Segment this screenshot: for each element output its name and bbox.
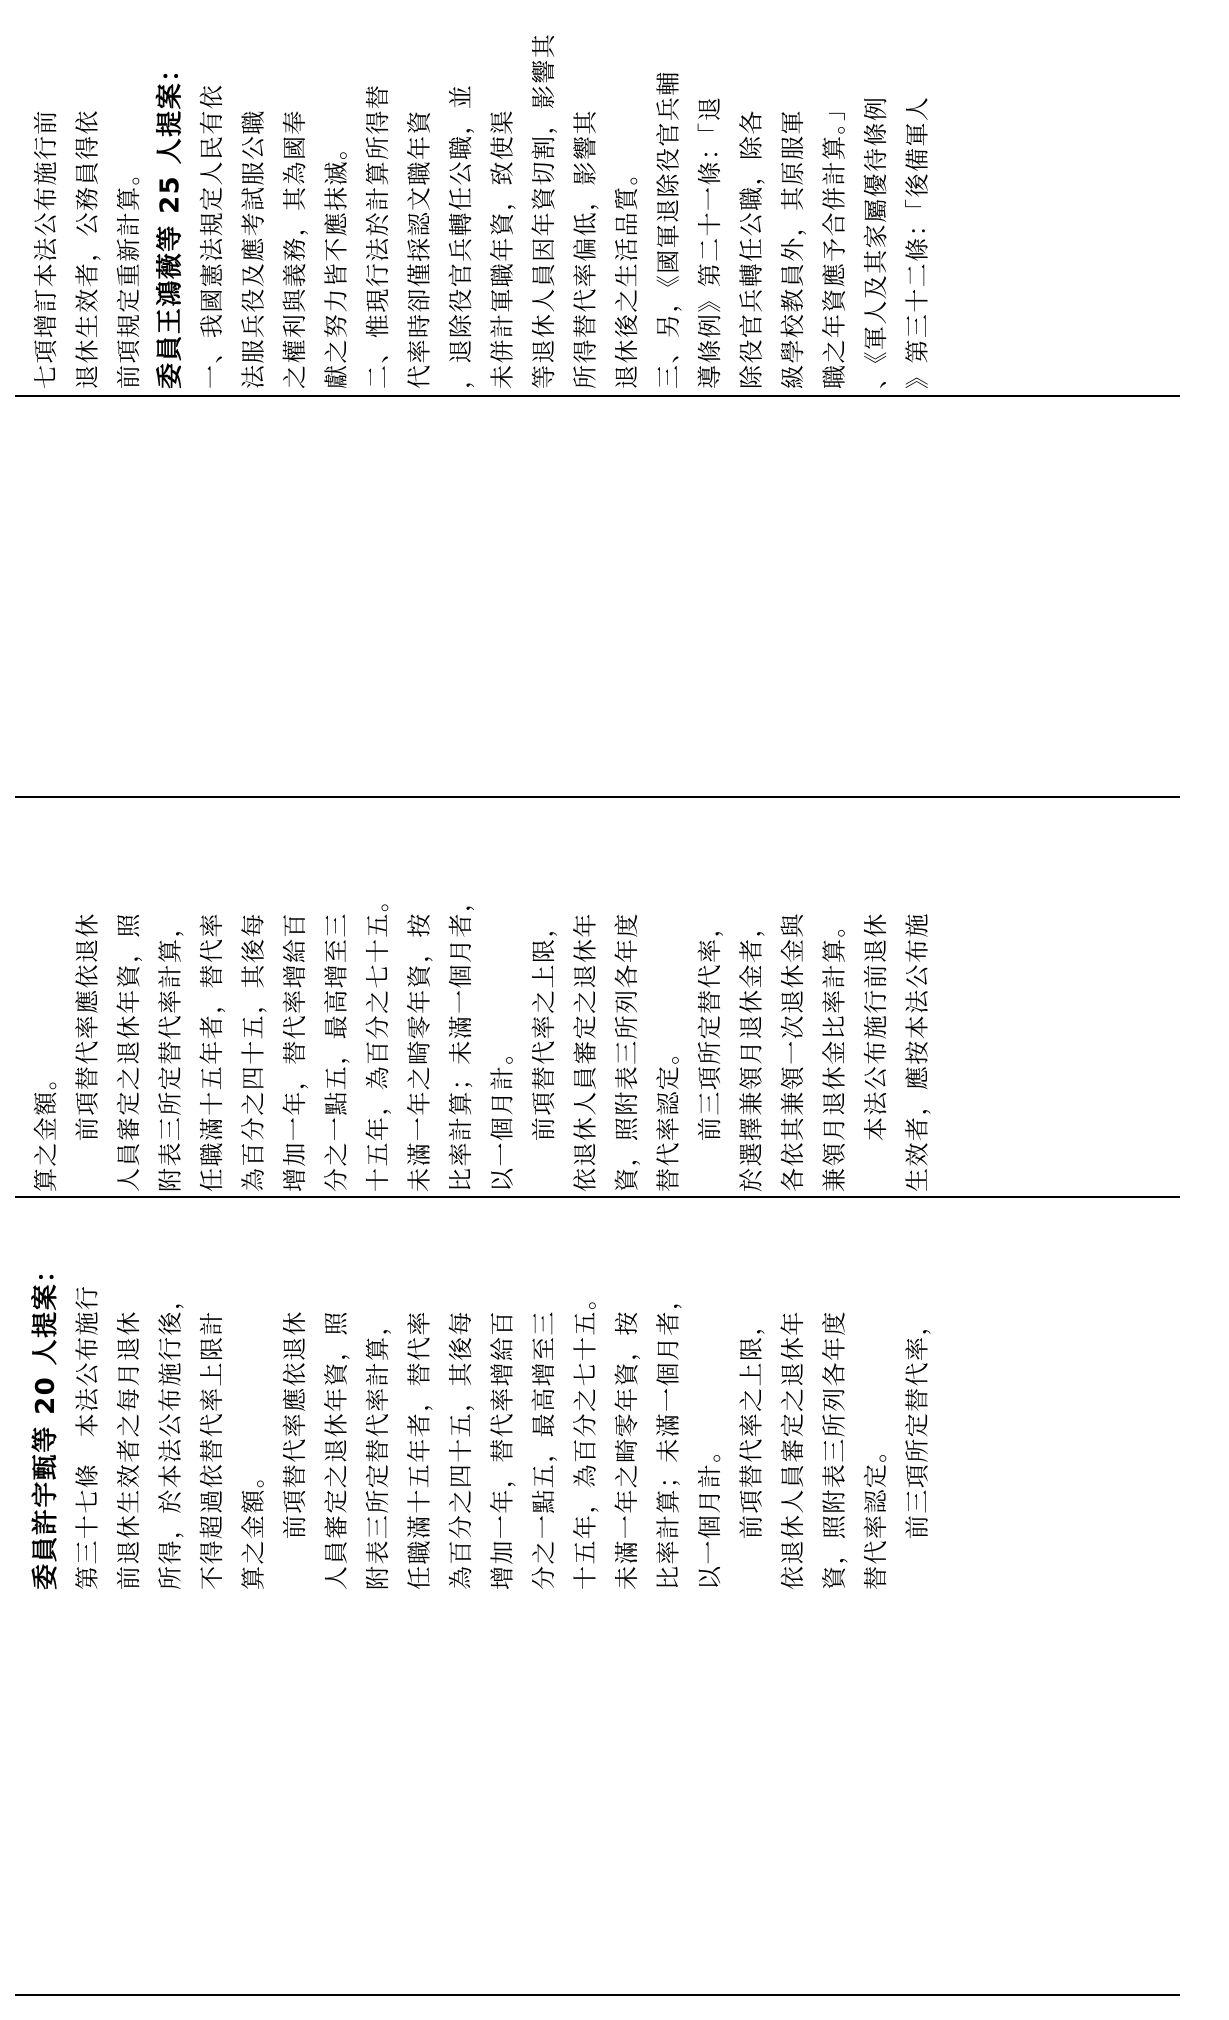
- bottom-section-line: 附表三所定替代率計算，: [364, 1310, 392, 1590]
- bottom-section-line: 任職滿十五年者，替代率: [405, 1310, 434, 1590]
- bottom-section-line: 未滿一年之畸零年資，按: [613, 1310, 641, 1590]
- bottom-section-line: 為百分之四十五，其後每: [447, 1310, 475, 1590]
- middle-section-line: 比率計算；未滿一個月者，: [447, 886, 475, 1192]
- middle-section-line: 十五年，為百分之七十五。: [364, 886, 392, 1192]
- middle-section-line: 資，照附表三所列各年度: [613, 912, 641, 1192]
- middle-section-text: [26, 802, 1186, 1192]
- bottom-section-text: [26, 1202, 1186, 1590]
- top-section-line: 導條例》第二十一條：「退: [696, 95, 724, 389]
- top-section-line: 三、另，《國軍退除役官兵輔: [654, 70, 683, 389]
- rule-middle: [15, 796, 1180, 798]
- top-section-line: 二、惟現行法於計算所得替: [364, 83, 392, 389]
- top-section-line: 獻之努力皆不應抹滅。: [322, 134, 351, 389]
- top-section-line: ，退除役官兵轉任公職，並: [447, 83, 475, 389]
- middle-section-line: 前三項所定替代率，: [696, 912, 724, 1192]
- bottom-section-heading: 委員許宇甄等 20 人提案：: [31, 1255, 61, 1590]
- bottom-section-line: 人員審定之退休年資，照: [322, 1310, 351, 1590]
- middle-section-line: 生效者，應按本法公布施: [903, 912, 932, 1192]
- middle-section-line: 分之一點五，最高增至三: [322, 912, 351, 1192]
- bottom-section-line: 第三十七條 本法公布施行: [73, 1284, 102, 1590]
- middle-section-line: 未滿一年之畸零年資，按: [405, 912, 434, 1192]
- middle-section-line: 增加一年，替代率增給百: [281, 912, 309, 1192]
- middle-section-line: 為百分之四十五，其後每: [239, 912, 268, 1192]
- top-section-line: 前項規定重新計算。: [115, 160, 143, 389]
- middle-section-line: 於選擇兼領月退休金者，: [737, 912, 766, 1192]
- bottom-section-line: 前項替代率之上限，: [737, 1310, 766, 1590]
- bottom-section-line: 資，照附表三所列各年度: [820, 1310, 849, 1590]
- top-section-line: 等退休人員因年資切割，影響其: [530, 32, 558, 389]
- top-section-text: [26, 14, 1186, 389]
- rule-lower: [15, 1196, 1180, 1198]
- middle-section-line: 以一個月計。: [488, 1039, 517, 1192]
- rule-bottom: [15, 1994, 1180, 1996]
- bottom-section-line: 依退休人員審定之退休年: [779, 1310, 807, 1590]
- top-section-line: 法服兵役及應考試服公職: [239, 109, 268, 389]
- bottom-section-line: 前三項所定替代率，: [903, 1310, 932, 1590]
- top-section-line: 之權利與義務，其為國奉: [281, 109, 309, 389]
- middle-section-line: 前項替代率應依退休: [73, 912, 102, 1192]
- top-section-line: 委員王鴻薇等 25 人提案：: [155, 54, 186, 389]
- middle-section-line: 人員審定之退休年資，照: [115, 912, 143, 1192]
- top-section-line: 職之年資應予合併計算。」: [820, 95, 849, 389]
- middle-section-line: 前項替代率之上限，: [530, 912, 558, 1192]
- bottom-section-line: 分之一點五，最高增至三: [530, 1310, 558, 1590]
- bottom-section-line: 算之金額。: [239, 1462, 268, 1590]
- top-section-line: 未併計軍職年資，致使渠: [488, 109, 517, 389]
- middle-section-line: 任職滿十五年者，替代率: [198, 912, 226, 1192]
- top-section-line: 所得替代率偏低，影響其: [571, 109, 600, 389]
- bottom-section-line: 比率計算；未滿一個月者，: [654, 1284, 683, 1590]
- top-section-line: 一、我國憲法規定人民有依: [198, 83, 226, 389]
- bottom-section-line: 增加一年，替代率增給百: [488, 1310, 517, 1590]
- top-section-line: 》第三十二條：「後備軍人: [903, 95, 932, 389]
- top-section-line: 代率時卻僅採認文職年資: [405, 109, 434, 389]
- bottom-section-line: 前項替代率應依退休: [281, 1310, 309, 1590]
- bottom-section-line: 所得，於本法公布施行後，: [156, 1284, 185, 1590]
- top-section-line: 退休生效者，公務員得依: [73, 109, 102, 389]
- top-section-line: 、《軍人及其家屬優待條例: [862, 95, 890, 389]
- top-section-line: 除役官兵轉任公職，除各: [737, 109, 766, 389]
- top-section-line: 級學校教員外，其原服軍: [779, 109, 807, 389]
- middle-section-line: 替代率認定。: [654, 1039, 683, 1192]
- middle-section-line: 依退休人員審定之退休年: [571, 912, 600, 1192]
- rule-top: [15, 395, 1180, 397]
- bottom-section-line: 以一個月計。: [696, 1437, 724, 1590]
- top-section-line: 七項增訂本法公布施行前: [32, 109, 60, 389]
- bottom-section-line: 不得超過依替代率上限計: [198, 1310, 226, 1590]
- middle-section-line: 附表三所定替代率計算，: [156, 912, 185, 1192]
- top-section-line: 退休後之生活品質。: [613, 160, 641, 389]
- bottom-section-line: 前退休生效者之每月退休: [115, 1310, 143, 1590]
- middle-section-line: 各依其兼領一次退休金與: [779, 912, 807, 1192]
- bottom-section-line: 十五年，為百分之七十五。: [571, 1284, 600, 1590]
- bottom-section-line: 替代率認定。: [862, 1437, 890, 1590]
- middle-section-line: 本法公布施行前退休: [862, 912, 890, 1192]
- middle-section-line: 兼領月退休金比率計算。: [820, 912, 849, 1192]
- middle-section-line: 算之金額。: [32, 1064, 60, 1192]
